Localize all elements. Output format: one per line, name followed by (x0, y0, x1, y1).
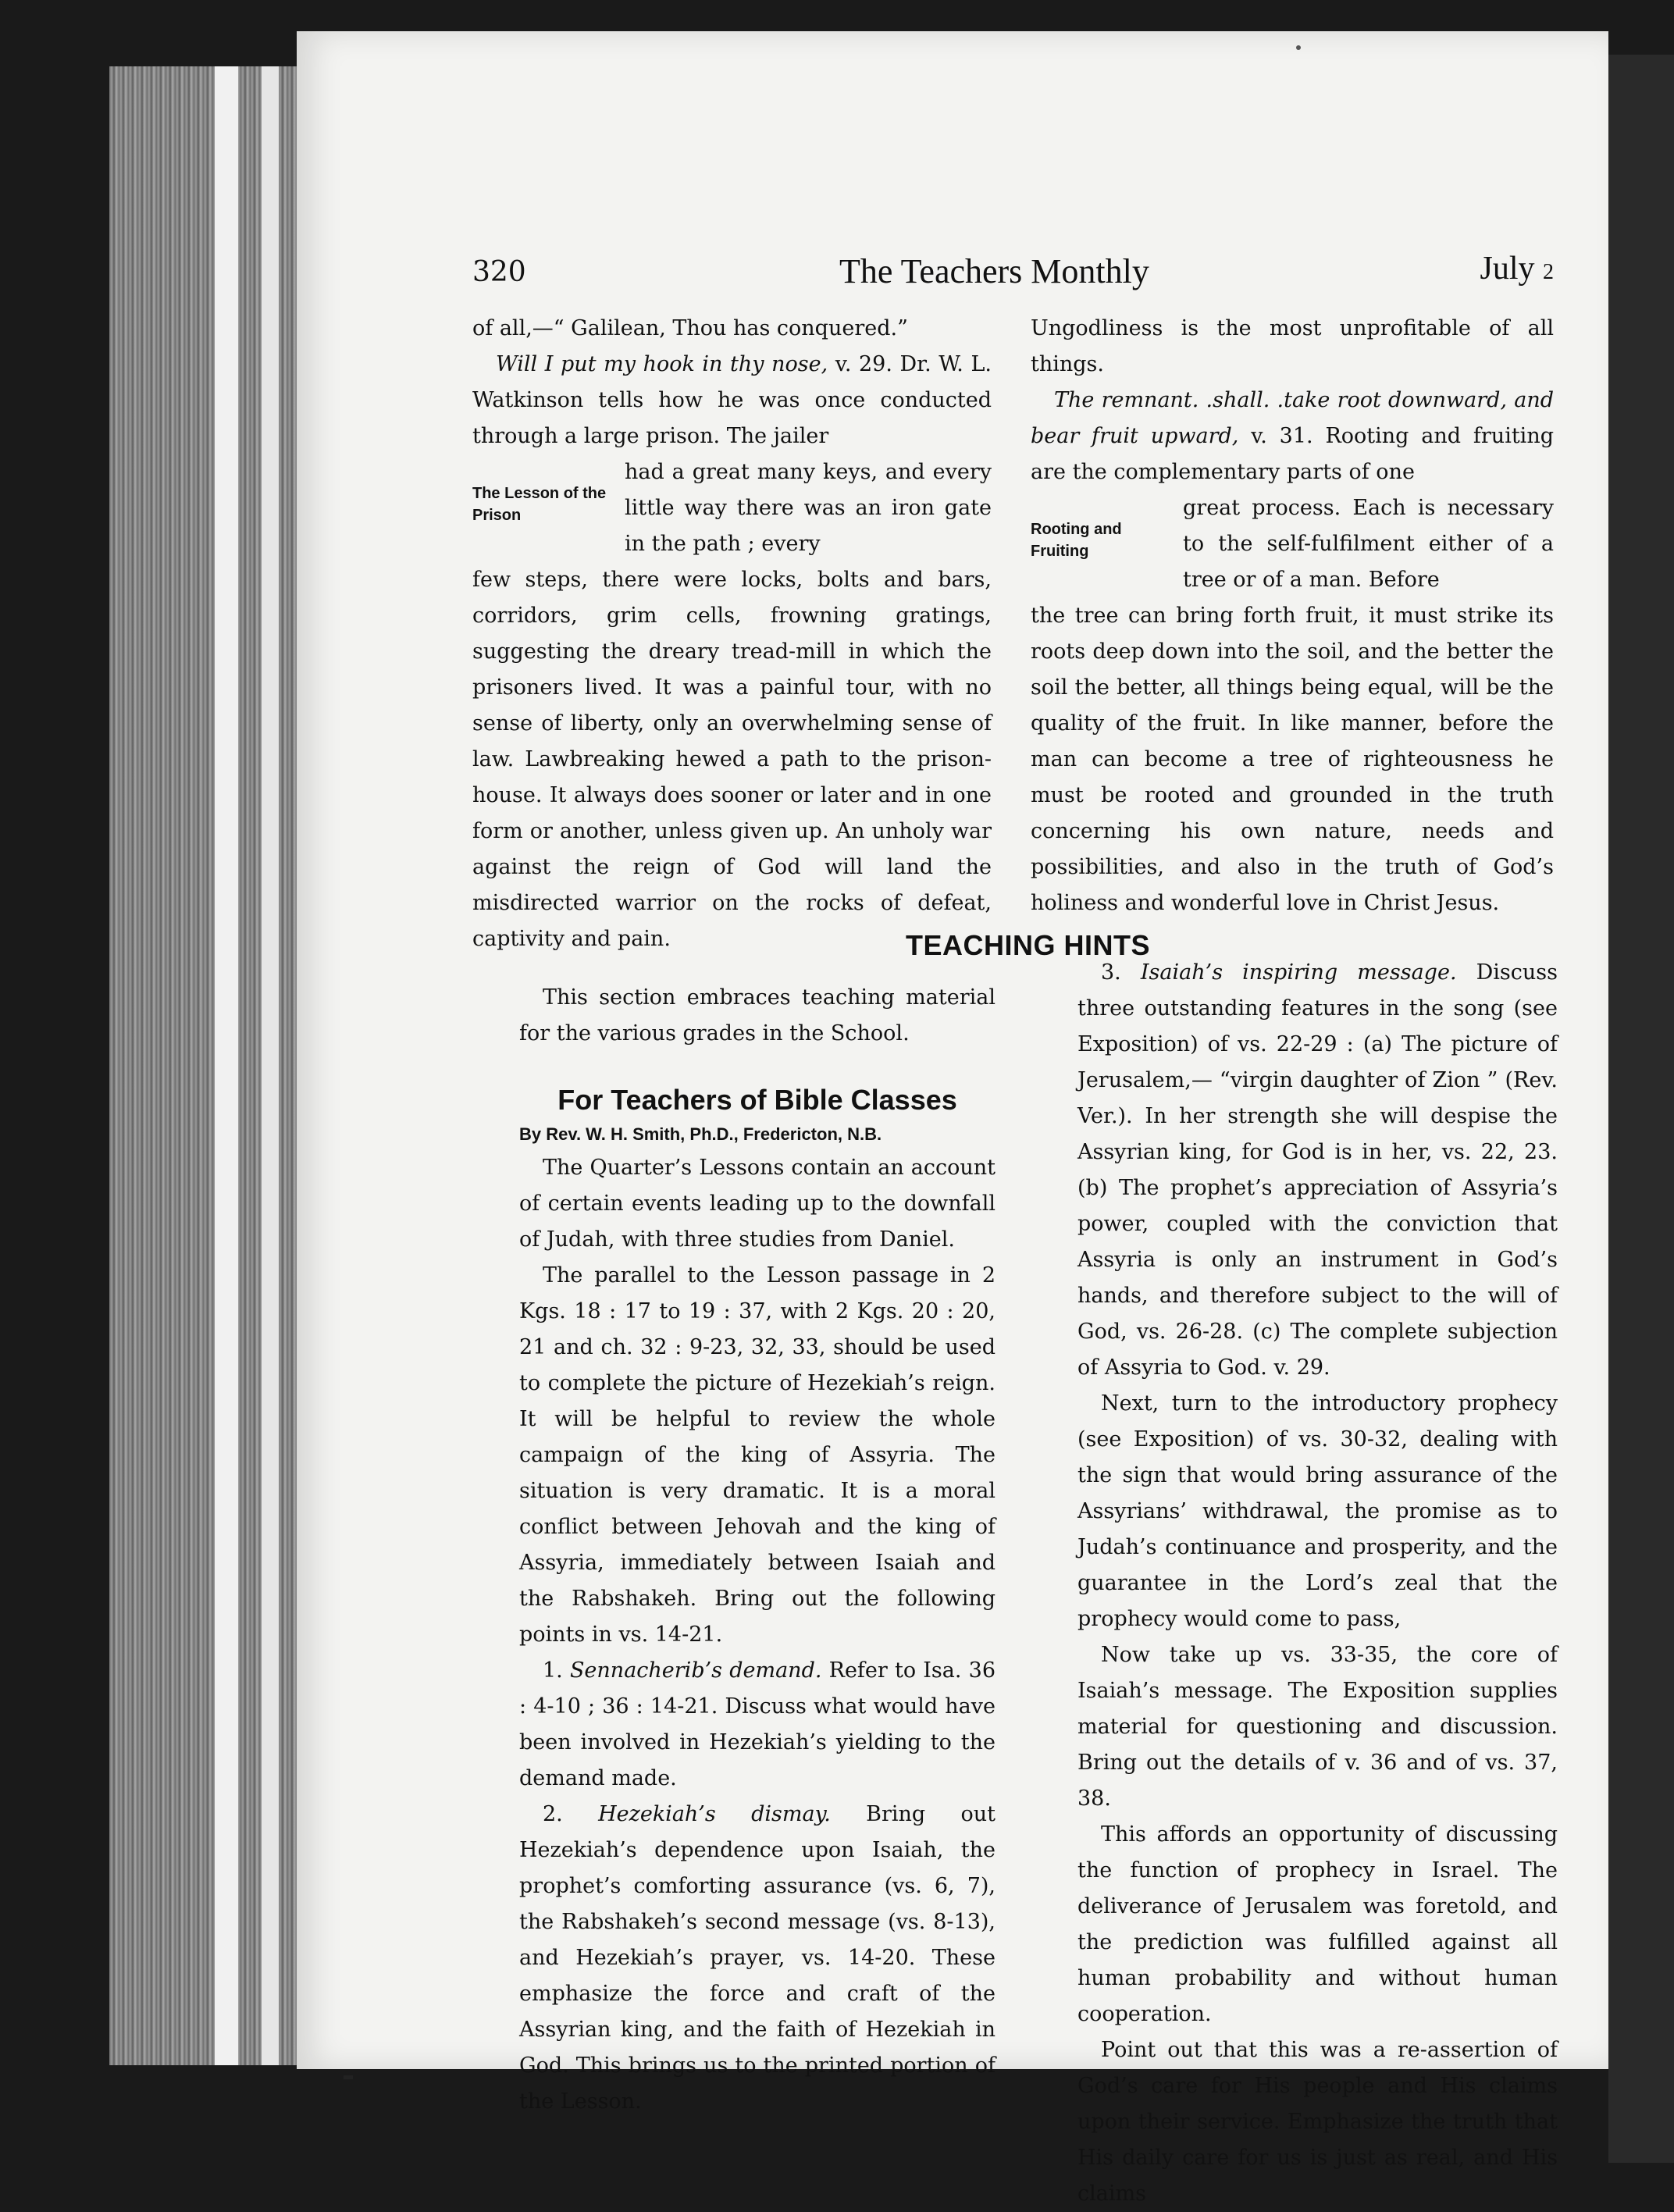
paragraph-text: v. 29. Dr. W. L. Watkinson tells how he was once conducted through a large prison. The jailer (472, 352, 992, 448)
page-edge-highlight (215, 66, 238, 2065)
paragraph (1077, 955, 1558, 1386)
subsection-heading: For Teachers of Bible Classes (557, 1084, 957, 1116)
issue-date (1480, 250, 1554, 287)
page-number: 320 (472, 256, 526, 288)
sidenote-block (1031, 490, 1554, 598)
paragraph-text: great process. Each is necessary to the self-fulfilment either of a tree or of a man. Before (1183, 496, 1554, 592)
paragraph (1031, 383, 1554, 490)
point-title: Isaiah’s inspiring message. (1140, 960, 1457, 985)
sidenote-block (472, 454, 992, 562)
section-heading: TEACHING HINTS (906, 929, 1150, 961)
running-title: The Teachers Monthly (839, 252, 1149, 290)
paragraph (519, 1797, 995, 2120)
page-header (472, 251, 1554, 303)
paragraph: This affords an opportunity of discussing the function of prophecy in Israel. The deliverance of Jerusalem was foretold, and the prediction was fulfilled against all human probability and without human cooperation. (1077, 1822, 1558, 2026)
paragraph: Ungodliness is the most unprofitable of all things. (1031, 316, 1554, 376)
paragraph (472, 347, 992, 454)
paragraph: Point out that this was a re-assertion of God’s care for His people and His claims upon their service. Emphasize the truth that His daily care for us is just as real, and His claims (1077, 2038, 1558, 2206)
page-edge-highlight (262, 66, 279, 2065)
paragraph: Next, turn to the introductory prophecy (see Exposition) of vs. 30-32, dealing with the sign that would bring assurance of the Assyrians’ withdrawal, the promise as to Judah’s continuance and prosperity, and the guarantee in the Lord’s zeal that the prophecy would come to pass, (1077, 1391, 1558, 1631)
lower-left-column (519, 980, 995, 2120)
paragraph-text: Bring out Hezekiah’s dependence upon Isaiah, the prophet’s comforting assurance (vs. 6, 7), the Rabshakeh’s second message (vs. 8-13), and Hezekiah’s prayer, vs. 14-20. These emphasize the force and craft of the Assyrian king, and the faith of Hezekiah in God. This brings us to the printed portion of the Lesson. (519, 1802, 995, 2114)
scripture-quote: Will I put my hook in thy nose, (496, 352, 828, 376)
upper-right-column (1031, 311, 1554, 921)
lower-right-column (1077, 955, 1558, 2212)
ink-mark (344, 2075, 353, 2079)
marginal-heading: Rooting and Fruiting (1031, 521, 1122, 560)
paragraph-text: v. 31. Rooting and fruiting are the complementary parts of one (1031, 424, 1554, 484)
paragraph-text: had a great many keys, and every little way there was an iron gate in the path ; every (625, 460, 992, 556)
scripture-quote: The remnant. .shall. .take root downward, and bear fruit upward, (1031, 388, 1554, 448)
point-title: Sennacherib’s demand. (569, 1658, 822, 1683)
book-cover-edge (1608, 55, 1674, 2163)
list-number: 2. (543, 1802, 599, 1826)
upper-left-column (472, 311, 992, 957)
issue-day: 2 (1543, 260, 1554, 284)
paragraph: few steps, there were locks, bolts and bars, corridors, grim cells, frowning gratings, suggesting the dreary tread-mill in which the prisoners lived. It was a painful tour, with no sense of liberty, only an overwhelming sense of law. Lawbreaking hewed a path to the prison-house. It always does sooner or later and in one form or another, unless given up. An unholy war against the reign of God will land the misdirected warrior on the rocks of defeat, captivity and pain. (472, 568, 992, 951)
book-page-edges (109, 66, 305, 2065)
paragraph-text: Discuss three outstanding features in the song (see Exposition) of vs. 22-29 : (a) The picture of Jerusalem,— “virgin daughter of Zion ” (Rev. Ver.). In her strength she will despise the Assyrian king, for God is in her, vs. 22, 23. (b) The prophet’s appreciation of Assyria’s power, coupled with the conviction that Assyria is only an instrument in God’s hands, and therefore subject to the will of God, vs. 26-28. (c) The complete subjection of Assyria to God. v. 29. (1077, 960, 1558, 1380)
list-number: 1. (543, 1658, 570, 1683)
point-title: Hezekiah’s dismay. (598, 1802, 831, 1826)
paragraph: the tree can bring forth fruit, it must strike its roots deep down into the soil, and the better the soil the better, all things being equal, will be the quality of the fruit. In like manner, before the man can become a tree of righteousness he must be rooted and grounded in the truth concerning his own nature, needs and possibilities, and also in the truth of God’s holiness and wonderful love in Christ Jesus. (1031, 604, 1554, 915)
ink-smudge (1296, 45, 1301, 50)
paragraph: The parallel to the Lesson passage in 2 Kgs. 18 : 17 to 19 : 37, with 2 Kgs. 20 : 20, 21 and ch. 32 : 9-23, 32, 33, should be used to complete the picture of Hezekiah’s reign. It will be helpful to review the whole campaign of the king of Assyria. The situation is very dramatic. It is a moral conflict between Jehovah and the king of Assyria, immediately between Isaiah and the Rabshakeh. Bring out the following points in vs. 14-21. (519, 1263, 995, 1647)
author-byline: By Rev. W. H. Smith, Ph.D., Fredericton, N.B. (519, 1124, 882, 1144)
marginal-heading: The Lesson of the Prison (472, 485, 607, 524)
list-number: 3. (1101, 960, 1141, 985)
paragraph (519, 1653, 995, 1797)
paragraph: The Quarter’s Lessons contain an account of certain events leading up to the downfall of Judah, with three studies from Daniel. (519, 1156, 995, 1252)
paragraph: of all,—“ Galilean, Thou has conquered.” (472, 316, 908, 340)
paragraph: Now take up vs. 33-35, the core of Isaiah’s message. The Exposition supplies material for questioning and discussion. Bring out the details of v. 36 and of vs. 37, 38. (1077, 1643, 1558, 1811)
issue-month: July (1480, 251, 1535, 287)
paragraph: This section embraces teaching material for the various grades in the School. (519, 985, 995, 1045)
paragraph-text: Refer to Isa. 36 : 4-10 ; 36 : 14-21. Discuss what would have been involved in Hezekiah’s yielding to the demand made. (519, 1658, 995, 1790)
